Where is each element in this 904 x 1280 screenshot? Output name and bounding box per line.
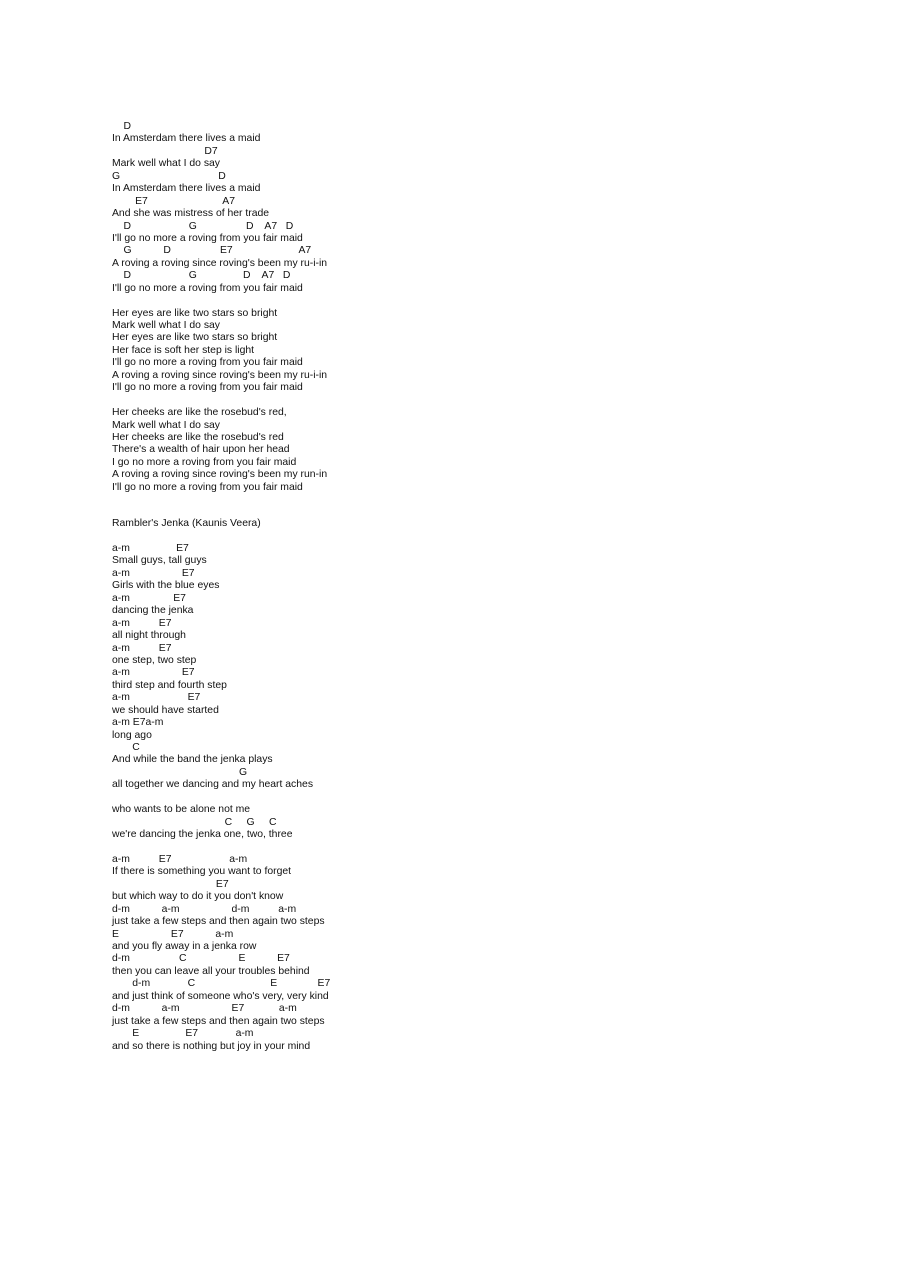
section-spacer (112, 494, 812, 506)
blank-line (112, 295, 812, 307)
lyric-line: third step and fourth step (112, 679, 227, 691)
lyric-line: all night through (112, 630, 186, 642)
lyric-line: we're dancing the jenka one, two, three (112, 829, 293, 841)
chord-line: a-m E7 (112, 543, 189, 554)
chord-line: a-m E7a-m (112, 717, 164, 729)
lyric-line: just take a few steps and then again two steps (112, 916, 325, 928)
blank-line (112, 531, 812, 543)
chord-line: C (112, 742, 140, 753)
lyric-line: I'll go no more a roving from you fair maid (112, 282, 303, 294)
lyric-line: just take a few steps and then again two steps (112, 1015, 325, 1027)
chord-line: a-m E7 (112, 667, 195, 679)
chord-line: a-m E7 (112, 642, 172, 654)
lyric-line: and just think of someone who's very, very kind (112, 990, 329, 1002)
lyric-line: I'll go no more a roving from you fair maid (112, 357, 303, 369)
chord-line: a-m E7 (112, 692, 201, 704)
lyric-line: I go no more a roving from you fair maid (112, 456, 297, 468)
chord-line: C G C (112, 816, 277, 828)
lyric-line: A roving a roving since roving's been my run-in (112, 469, 328, 481)
lyric-line: who wants to be alone not me (112, 804, 251, 816)
song-title: Rambler's Jenka (Kaunis Veera) (112, 518, 261, 530)
chord-line: E E7 a-m (112, 1028, 254, 1040)
chord-line: E7 (112, 878, 229, 890)
lyric-line: we should have started (112, 704, 219, 716)
lyric-line: but which way to do it you don't know (112, 891, 284, 903)
lyric-line: and so there is nothing but joy in your mind (112, 1040, 311, 1052)
lyric-line: Her eyes are like two stars so bright (112, 307, 278, 319)
chord-line: d-m a-m E7 a-m (112, 1003, 297, 1015)
chord-line: a-m E7 (112, 567, 195, 579)
song-amsterdam (112, 121, 812, 494)
chord-line: a-m E7 (112, 617, 172, 629)
chord-line: E E7 a-m (112, 928, 234, 940)
lyric-line: one step, two step (112, 654, 197, 666)
chord-line: D (112, 121, 132, 132)
lyric-line: If there is something you want to forget (112, 866, 292, 878)
lyric-line: long ago (112, 729, 152, 741)
blank-line (112, 792, 812, 804)
lyric-line: Mark well what I do say (112, 419, 220, 431)
lyric-line: I'll go no more a roving from you fair maid (112, 481, 303, 493)
lyric-line: And while the band the jenka plays (112, 754, 273, 766)
lyric-line: Mark well what I do say (112, 320, 220, 331)
lyric-line: Mark well what I do say (112, 158, 220, 170)
lyric-line: Small guys, tall guys (112, 555, 207, 567)
chord-line: G (112, 766, 248, 778)
lyric-line: Her face is soft her step is light (112, 344, 255, 356)
lyric-line: and you fly away in a jenka row (112, 941, 257, 952)
lyric-line: Her cheeks are like the rosebud's red (112, 431, 284, 443)
blank-line (112, 842, 812, 854)
lyric-line: Girls with the blue eyes (112, 580, 220, 592)
lyric-line: There's a wealth of hair upon her head (112, 444, 290, 456)
lyric-line: A roving a roving since roving's been my ru-i-in (112, 369, 328, 381)
chord-line: G D (112, 170, 226, 182)
lyric-line: Her cheeks are like the rosebud's red, (112, 407, 287, 419)
lyric-line: then you can leave all your troubles behind (112, 965, 310, 977)
chord-line: d-m C E E7 (112, 978, 331, 990)
lyric-line: In Amsterdam there lives a maid (112, 183, 261, 195)
chord-line: D G D A7 D (112, 220, 294, 232)
lyric-line: And she was mistress of her trade (112, 208, 270, 220)
lyric-line: Her eyes are like two stars so bright (112, 332, 278, 344)
lyric-line: In Amsterdam there lives a maid (112, 133, 261, 145)
chord-line: d-m a-m d-m a-m (112, 903, 297, 915)
chord-line: D G D A7 D (112, 270, 291, 282)
chord-line: a-m E7 a-m (112, 853, 248, 865)
lyric-line: I'll go no more a roving from you fair maid (112, 232, 303, 244)
song-ramblers-jenka (112, 531, 812, 1053)
lyric-line: all together we dancing and my heart aches (112, 779, 314, 791)
lyric-line: A roving a roving since roving's been my ru-i-in (112, 257, 328, 269)
chord-line: a-m E7 (112, 592, 186, 604)
chord-line: D7 (112, 145, 218, 157)
chord-sheet (112, 121, 812, 1053)
chord-line: d-m C E E7 (112, 953, 290, 965)
lyric-line: I'll go no more a roving from you fair maid (112, 382, 303, 394)
lyric-line: dancing the jenka (112, 605, 194, 617)
chord-line: G D E7 A7 (112, 245, 312, 257)
blank-line (112, 395, 812, 407)
chord-line: E7 A7 (112, 195, 235, 207)
